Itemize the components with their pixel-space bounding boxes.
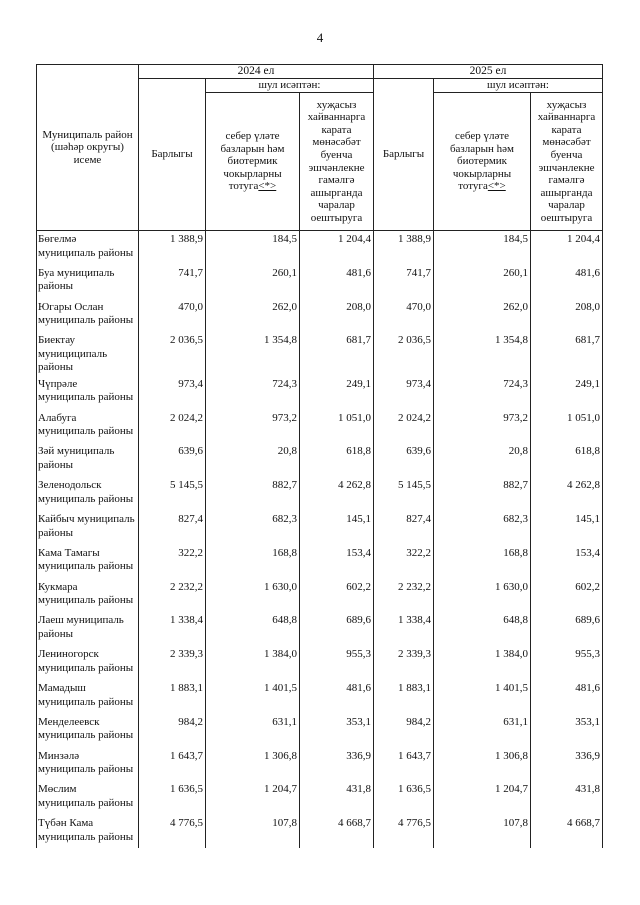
- municipality-name-cell: Кайбыч муниципаль районы: [37, 510, 139, 544]
- value-cell-stray-animals-2024: 153,4: [300, 544, 374, 578]
- value-cell-total-2024: 5 145,5: [139, 476, 206, 510]
- value-cell-stray-animals-2024: 4 668,7: [300, 814, 374, 848]
- value-cell-total-2024: 1 388,9: [139, 231, 206, 264]
- value-cell-anthrax-2024: 1 204,7: [206, 780, 300, 814]
- value-cell-stray-animals-2024: 249,1: [300, 375, 374, 409]
- municipality-name-cell: Мамадыш муниципаль районы: [37, 679, 139, 713]
- value-cell-anthrax-2024: 882,7: [206, 476, 300, 510]
- value-cell-anthrax-2025: 262,0: [434, 298, 531, 332]
- value-cell-anthrax-2024: 724,3: [206, 375, 300, 409]
- municipality-name-cell: Кукмара муниципаль районы: [37, 578, 139, 612]
- table-body: [37, 231, 603, 849]
- value-cell-stray-animals-2025: 481,6: [531, 264, 603, 298]
- table-row: [37, 331, 603, 375]
- value-cell-anthrax-2025: 260,1: [434, 264, 531, 298]
- value-cell-total-2024: 2 232,2: [139, 578, 206, 612]
- municipality-name-cell: Минзәлә муниципаль районы: [37, 747, 139, 781]
- header-anthrax-2025-text: себер үләте базларын һәм биотермик чокырларны тотуга: [449, 130, 515, 193]
- table-row: [37, 264, 603, 298]
- value-cell-total-2025: 5 145,5: [374, 476, 434, 510]
- value-cell-total-2024: 973,4: [139, 375, 206, 409]
- value-cell-total-2024: 639,6: [139, 442, 206, 476]
- value-cell-anthrax-2024: 1 384,0: [206, 645, 300, 679]
- value-cell-anthrax-2025: 1 401,5: [434, 679, 531, 713]
- value-cell-anthrax-2025: 184,5: [434, 231, 531, 264]
- value-cell-stray-animals-2025: 249,1: [531, 375, 603, 409]
- municipality-name-cell: Түбән Кама муниципаль районы: [37, 814, 139, 848]
- value-cell-stray-animals-2024: 353,1: [300, 713, 374, 747]
- municipality-name-cell: Зәй муниципаль районы: [37, 442, 139, 476]
- header-stray-animals-2024: хуҗасыз хайваннарга карата мөнәсәбәт буенча эшчәнлекне гамәлгә ашырганда чаралар оештыруга: [300, 93, 374, 231]
- value-cell-stray-animals-2024: 681,7: [300, 331, 374, 375]
- budget-table: [36, 64, 603, 848]
- value-cell-anthrax-2024: 648,8: [206, 611, 300, 645]
- value-cell-anthrax-2024: 260,1: [206, 264, 300, 298]
- table-row: [37, 298, 603, 332]
- value-cell-total-2025: 639,6: [374, 442, 434, 476]
- value-cell-stray-animals-2024: 336,9: [300, 747, 374, 781]
- table-row: [37, 645, 603, 679]
- value-cell-anthrax-2025: 1 354,8: [434, 331, 531, 375]
- table-header: [37, 65, 603, 231]
- value-cell-anthrax-2024: 107,8: [206, 814, 300, 848]
- table-row: [37, 442, 603, 476]
- header-total-2024: Барлыгы: [139, 79, 206, 231]
- value-cell-total-2024: 470,0: [139, 298, 206, 332]
- header-including-2025: шул исәптән:: [434, 79, 603, 93]
- value-cell-total-2025: 322,2: [374, 544, 434, 578]
- table-row: [37, 679, 603, 713]
- value-cell-total-2025: 2 232,2: [374, 578, 434, 612]
- value-cell-stray-animals-2025: 681,7: [531, 331, 603, 375]
- header-municipality-name: Муниципаль район (шәһәр округы) исеме: [37, 65, 139, 231]
- value-cell-stray-animals-2025: 208,0: [531, 298, 603, 332]
- value-cell-total-2025: 1 338,4: [374, 611, 434, 645]
- value-cell-anthrax-2024: 682,3: [206, 510, 300, 544]
- value-cell-total-2025: 4 776,5: [374, 814, 434, 848]
- value-cell-stray-animals-2025: 602,2: [531, 578, 603, 612]
- value-cell-anthrax-2025: 168,8: [434, 544, 531, 578]
- value-cell-anthrax-2025: 1 630,0: [434, 578, 531, 612]
- value-cell-total-2024: 2 036,5: [139, 331, 206, 375]
- header-anthrax-2025: [434, 93, 531, 231]
- value-cell-stray-animals-2024: 481,6: [300, 264, 374, 298]
- value-cell-total-2024: 322,2: [139, 544, 206, 578]
- value-cell-stray-animals-2025: 153,4: [531, 544, 603, 578]
- table-row: [37, 544, 603, 578]
- value-cell-stray-animals-2025: 1 051,0: [531, 409, 603, 443]
- value-cell-total-2024: 1 643,7: [139, 747, 206, 781]
- value-cell-stray-animals-2024: 955,3: [300, 645, 374, 679]
- table-row: [37, 578, 603, 612]
- page-number: 4: [316, 30, 324, 45]
- table-row: [37, 780, 603, 814]
- header-including-2024: шул исәптән:: [206, 79, 374, 93]
- value-cell-stray-animals-2025: 689,6: [531, 611, 603, 645]
- value-cell-stray-animals-2024: 208,0: [300, 298, 374, 332]
- value-cell-total-2025: 2 339,3: [374, 645, 434, 679]
- value-cell-total-2024: 741,7: [139, 264, 206, 298]
- value-cell-anthrax-2025: 973,2: [434, 409, 531, 443]
- table-row: [37, 409, 603, 443]
- value-cell-total-2025: 1 643,7: [374, 747, 434, 781]
- value-cell-stray-animals-2025: 4 262,8: [531, 476, 603, 510]
- value-cell-total-2024: 4 776,5: [139, 814, 206, 848]
- value-cell-total-2025: 827,4: [374, 510, 434, 544]
- value-cell-total-2025: 1 636,5: [374, 780, 434, 814]
- value-cell-anthrax-2024: 1 630,0: [206, 578, 300, 612]
- value-cell-anthrax-2025: 1 306,8: [434, 747, 531, 781]
- value-cell-total-2025: 1 883,1: [374, 679, 434, 713]
- value-cell-stray-animals-2025: 481,6: [531, 679, 603, 713]
- header-year-2025: 2025 ел: [374, 65, 603, 79]
- value-cell-stray-animals-2025: 336,9: [531, 747, 603, 781]
- value-cell-total-2024: 2 024,2: [139, 409, 206, 443]
- value-cell-anthrax-2024: 262,0: [206, 298, 300, 332]
- municipality-name-cell: Лениногорск муниципаль районы: [37, 645, 139, 679]
- municipality-name-cell: Кама Тамагы муниципаль районы: [37, 544, 139, 578]
- value-cell-stray-animals-2024: 618,8: [300, 442, 374, 476]
- value-cell-stray-animals-2024: 602,2: [300, 578, 374, 612]
- municipality-name-cell: Алабуга муниципаль районы: [37, 409, 139, 443]
- value-cell-anthrax-2025: 648,8: [434, 611, 531, 645]
- value-cell-total-2024: 1 338,4: [139, 611, 206, 645]
- value-cell-anthrax-2025: 631,1: [434, 713, 531, 747]
- value-cell-anthrax-2024: 168,8: [206, 544, 300, 578]
- table-row: [37, 510, 603, 544]
- value-cell-total-2024: 1 883,1: [139, 679, 206, 713]
- value-cell-stray-animals-2024: 431,8: [300, 780, 374, 814]
- value-cell-anthrax-2024: 973,2: [206, 409, 300, 443]
- value-cell-total-2025: 2 036,5: [374, 331, 434, 375]
- table-row: [37, 814, 603, 848]
- value-cell-anthrax-2024: 20,8: [206, 442, 300, 476]
- value-cell-stray-animals-2024: 481,6: [300, 679, 374, 713]
- municipality-name-cell: Зеленодольск муниципаль районы: [37, 476, 139, 510]
- value-cell-total-2024: 1 636,5: [139, 780, 206, 814]
- value-cell-total-2024: 827,4: [139, 510, 206, 544]
- value-cell-anthrax-2024: 631,1: [206, 713, 300, 747]
- header-anthrax-2024: [206, 93, 300, 231]
- municipality-name-cell: Бөгелмә муниципаль районы: [37, 231, 139, 264]
- table-row: [37, 713, 603, 747]
- value-cell-total-2025: 2 024,2: [374, 409, 434, 443]
- value-cell-total-2024: 2 339,3: [139, 645, 206, 679]
- value-cell-stray-animals-2024: 1 051,0: [300, 409, 374, 443]
- header-anthrax-2024-text: себер үләте базларын һәм биотермик чокырларны тотуга: [220, 130, 285, 193]
- municipality-name-cell: Югары Ослан муниципаль районы: [37, 298, 139, 332]
- footnote-link[interactable]: <*>: [258, 180, 277, 193]
- value-cell-stray-animals-2024: 4 262,8: [300, 476, 374, 510]
- value-cell-stray-animals-2024: 145,1: [300, 510, 374, 544]
- value-cell-stray-animals-2025: 431,8: [531, 780, 603, 814]
- value-cell-anthrax-2025: 882,7: [434, 476, 531, 510]
- value-cell-total-2025: 1 388,9: [374, 231, 434, 264]
- value-cell-total-2025: 984,2: [374, 713, 434, 747]
- value-cell-total-2024: 984,2: [139, 713, 206, 747]
- value-cell-stray-animals-2024: 1 204,4: [300, 231, 374, 264]
- value-cell-stray-animals-2025: 618,8: [531, 442, 603, 476]
- table-row: [37, 375, 603, 409]
- municipality-name-cell: Менделеевск муниципаль районы: [37, 713, 139, 747]
- municipality-name-cell: Лаеш муниципаль районы: [37, 611, 139, 645]
- value-cell-stray-animals-2025: 4 668,7: [531, 814, 603, 848]
- value-cell-anthrax-2024: 1 306,8: [206, 747, 300, 781]
- municipality-name-cell: Мөслим муниципаль районы: [37, 780, 139, 814]
- value-cell-stray-animals-2025: 1 204,4: [531, 231, 603, 264]
- value-cell-stray-animals-2024: 689,6: [300, 611, 374, 645]
- value-cell-total-2025: 973,4: [374, 375, 434, 409]
- value-cell-anthrax-2025: 20,8: [434, 442, 531, 476]
- value-cell-anthrax-2024: 1 401,5: [206, 679, 300, 713]
- value-cell-stray-animals-2025: 353,1: [531, 713, 603, 747]
- value-cell-anthrax-2025: 724,3: [434, 375, 531, 409]
- value-cell-stray-animals-2025: 145,1: [531, 510, 603, 544]
- value-cell-anthrax-2025: 682,3: [434, 510, 531, 544]
- value-cell-anthrax-2025: 1 204,7: [434, 780, 531, 814]
- table-row: [37, 747, 603, 781]
- table-row: [37, 611, 603, 645]
- municipality-name-cell: Чүпрәле муниципаль районы: [37, 375, 139, 409]
- value-cell-anthrax-2024: 184,5: [206, 231, 300, 264]
- header-total-2025: Барлыгы: [374, 79, 434, 231]
- value-cell-anthrax-2025: 1 384,0: [434, 645, 531, 679]
- value-cell-stray-animals-2025: 955,3: [531, 645, 603, 679]
- table-row: [37, 231, 603, 264]
- value-cell-total-2025: 741,7: [374, 264, 434, 298]
- value-cell-total-2025: 470,0: [374, 298, 434, 332]
- value-cell-anthrax-2024: 1 354,8: [206, 331, 300, 375]
- header-year-2024: 2024 ел: [139, 65, 374, 79]
- municipality-name-cell: Буа муниципаль районы: [37, 264, 139, 298]
- table-row: [37, 476, 603, 510]
- value-cell-anthrax-2025: 107,8: [434, 814, 531, 848]
- municipality-name-cell: Биектау мунициципаль районы: [37, 331, 139, 375]
- footnote-link[interactable]: <*>: [487, 180, 506, 193]
- header-stray-animals-2025: хуҗасыз хайваннарга карата мөнәсәбәт буенча эшчәнлекне гамәлгә ашырганда чаралар оештыруга: [531, 93, 603, 231]
